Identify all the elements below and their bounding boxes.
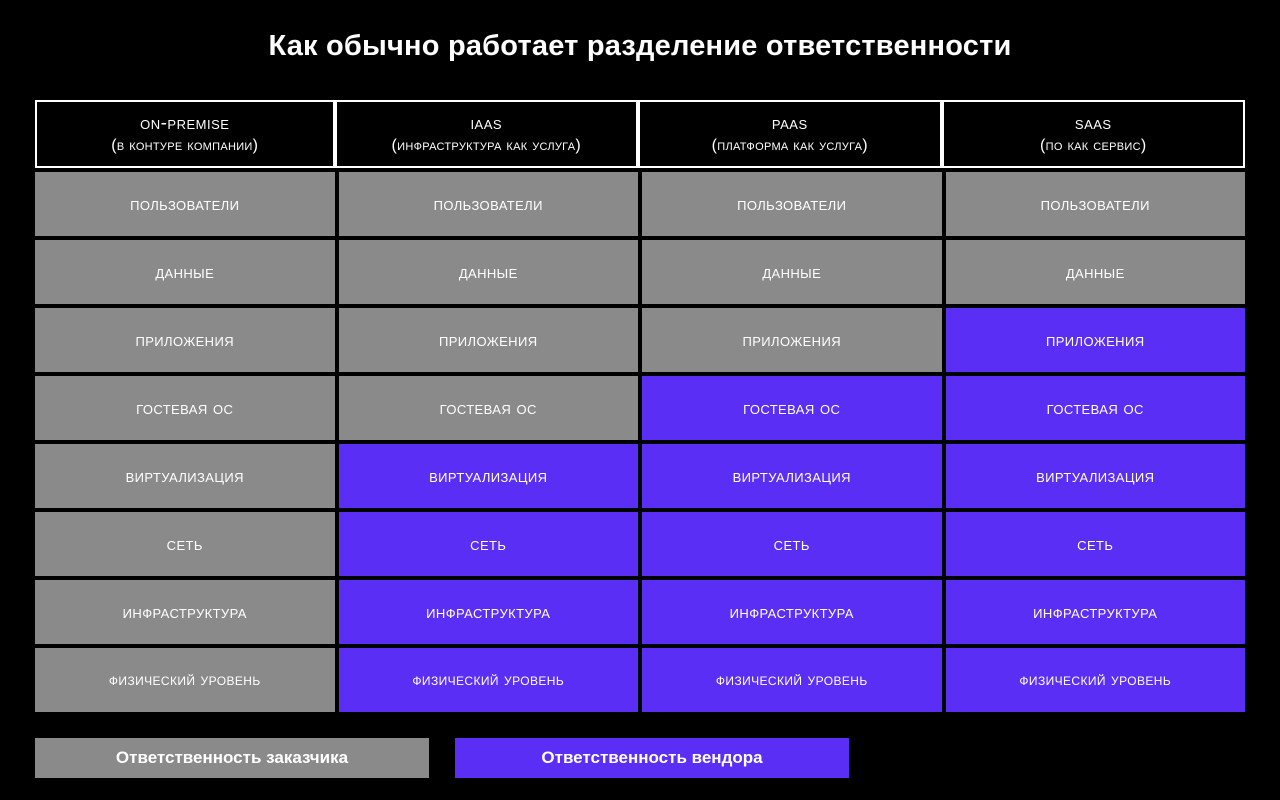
matrix-cell: физический уровень bbox=[35, 648, 335, 712]
matrix-cell: пользователи bbox=[642, 172, 942, 236]
column-header-iaas bbox=[335, 100, 639, 168]
column-header-name: on-premise bbox=[140, 113, 230, 134]
matrix-cell: гостевая ос bbox=[642, 376, 942, 440]
matrix-cell: данные bbox=[642, 240, 942, 304]
column-header-name: iaas bbox=[470, 113, 503, 134]
matrix-cell: виртуализация bbox=[35, 444, 335, 508]
matrix-cell: виртуализация bbox=[642, 444, 942, 508]
matrix-cell: сеть bbox=[35, 512, 335, 576]
matrix-cell: инфраструктура bbox=[642, 580, 942, 644]
column-header-on-premise bbox=[35, 100, 335, 168]
matrix-cell: приложения bbox=[642, 308, 942, 372]
matrix-cell: виртуализация bbox=[339, 444, 639, 508]
legend-item-customer: Ответственность заказчика bbox=[35, 738, 429, 778]
matrix-cell: пользователи bbox=[946, 172, 1246, 236]
column-header-paas bbox=[638, 100, 942, 168]
matrix-cell: данные bbox=[946, 240, 1246, 304]
column-header-name: paas bbox=[771, 113, 808, 134]
legend bbox=[35, 738, 849, 778]
matrix-cell: инфраструктура bbox=[339, 580, 639, 644]
matrix-cell: приложения bbox=[35, 308, 335, 372]
matrix-cell: приложения bbox=[339, 308, 639, 372]
matrix-cell: гостевая ос bbox=[339, 376, 639, 440]
column-header-sub: (платформа как услуга) bbox=[711, 137, 868, 154]
matrix-cell: физический уровень bbox=[946, 648, 1246, 712]
matrix-cell: инфраструктура bbox=[35, 580, 335, 644]
matrix-cell: гостевая ос bbox=[35, 376, 335, 440]
matrix-cell: данные bbox=[35, 240, 335, 304]
column-header-name: saas bbox=[1074, 113, 1112, 134]
legend-item-vendor: Ответственность вендора bbox=[455, 738, 849, 778]
page-title: Как обычно работает разделение ответственности bbox=[268, 30, 1012, 62]
matrix-cell: виртуализация bbox=[946, 444, 1246, 508]
column-header-saas bbox=[942, 100, 1246, 168]
matrix-cell: данные bbox=[339, 240, 639, 304]
matrix-cell: пользователи bbox=[35, 172, 335, 236]
column-header-sub: (по как сервис) bbox=[1040, 137, 1147, 154]
matrix-cell: приложения bbox=[946, 308, 1246, 372]
matrix-cell: сеть bbox=[339, 512, 639, 576]
matrix-cell: инфраструктура bbox=[946, 580, 1246, 644]
responsibility-matrix bbox=[35, 100, 1245, 712]
matrix-cell: физический уровень bbox=[642, 648, 942, 712]
matrix-cell: сеть bbox=[642, 512, 942, 576]
column-header-sub: (в контуре компании) bbox=[111, 137, 259, 154]
matrix-cell: гостевая ос bbox=[946, 376, 1246, 440]
column-header-sub: (инфраструктура как услуга) bbox=[391, 137, 581, 154]
matrix-cell: пользователи bbox=[339, 172, 639, 236]
matrix-cell: физический уровень bbox=[339, 648, 639, 712]
matrix-cell: сеть bbox=[946, 512, 1246, 576]
